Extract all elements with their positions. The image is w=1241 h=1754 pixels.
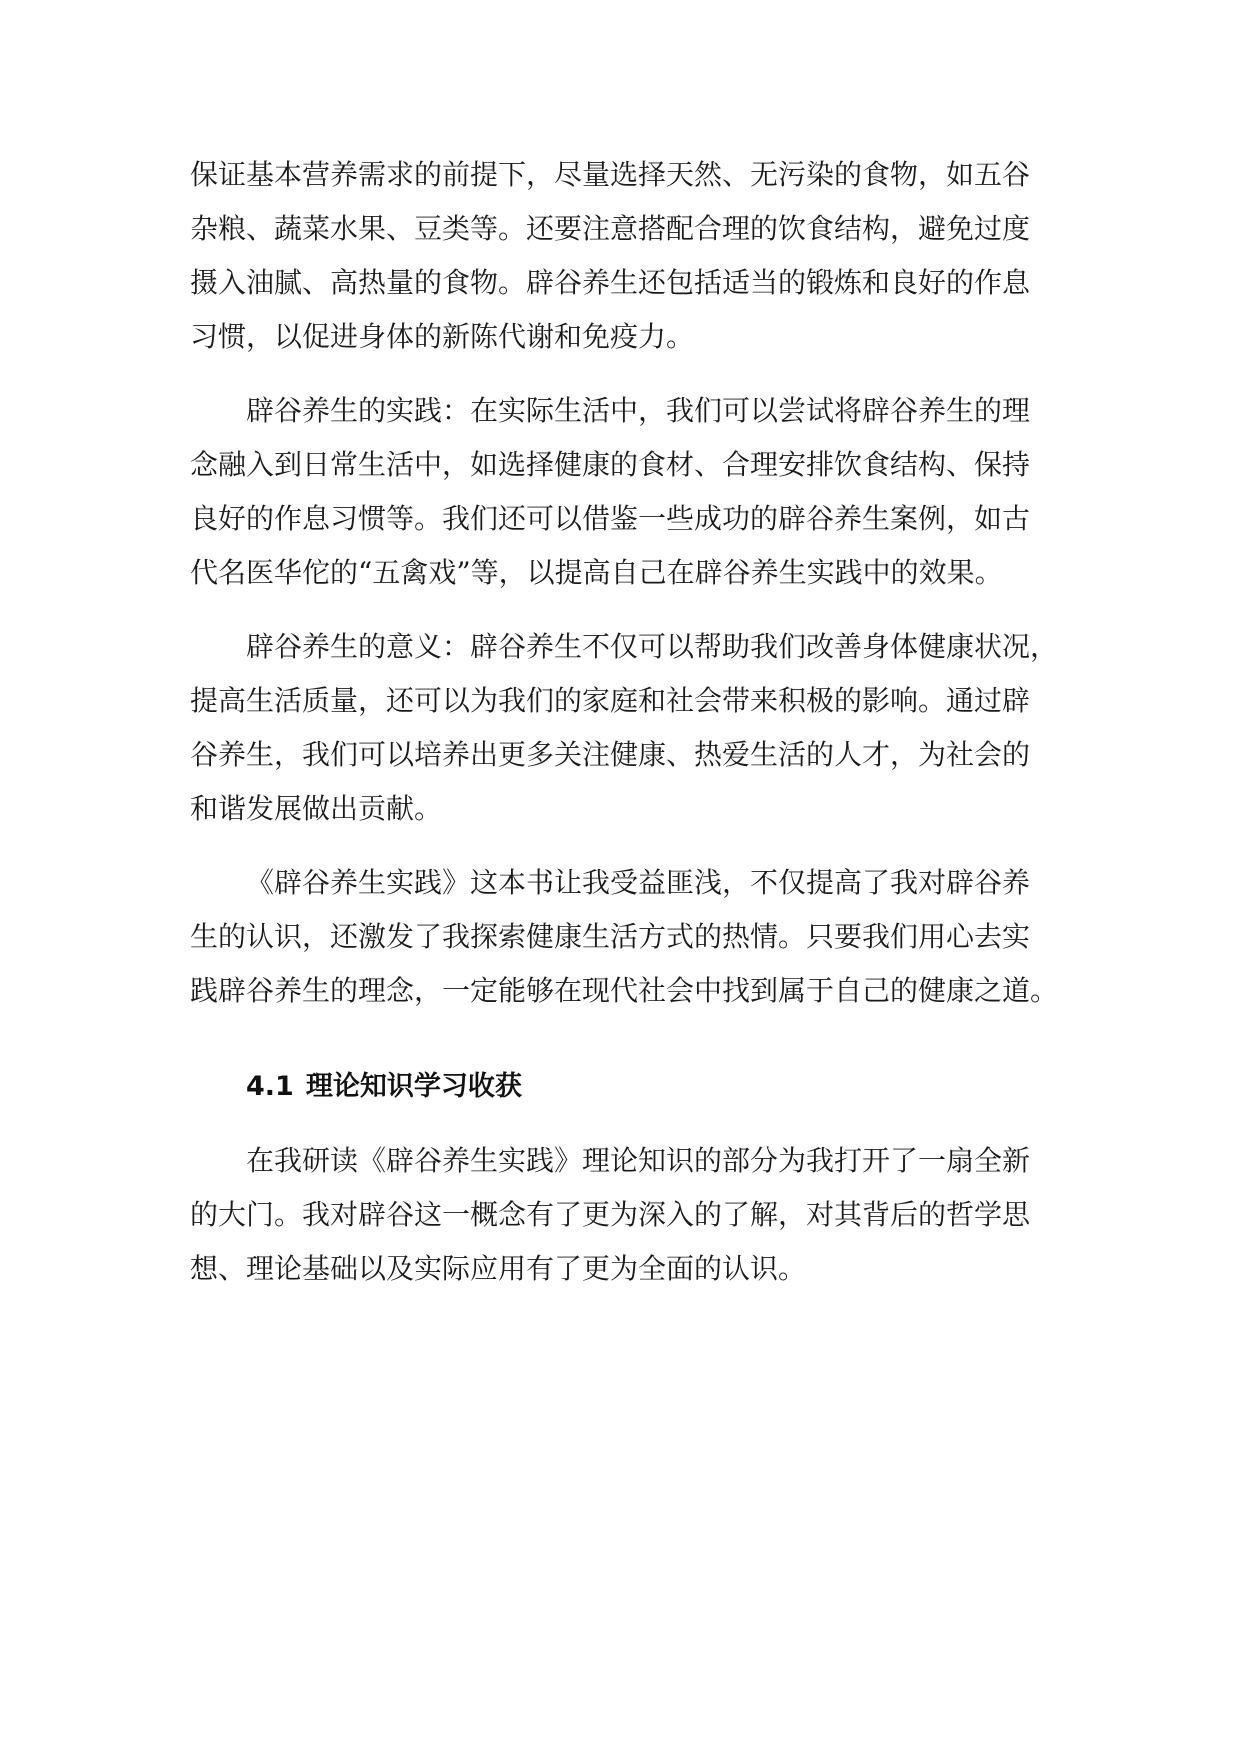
text-line: 生的认识，还激发了我探索健康生活方式的热情。只要我们用心去实 — [190, 920, 1031, 953]
text-line: 辟谷养生的意义：辟谷养生不仅可以帮助我们改善身体健康状况， — [246, 630, 1059, 663]
section-number: 4.1 — [246, 1071, 294, 1102]
text-line: 谷养生，我们可以培养出更多关注健康、热爱生活的人才，为社会的 — [190, 738, 1031, 771]
text-line: 辟谷养生的实践：在实际生活中，我们可以尝试将辟谷养生的理 — [246, 394, 1031, 427]
paragraph-significance — [190, 620, 1059, 836]
document-body — [190, 148, 1059, 1316]
text-line: 代名医华佗的“五禽戏”等，以提高自己在辟谷养生实践中的效果。 — [190, 556, 1003, 589]
paragraph-book-summary — [190, 856, 1059, 1018]
text-line: 《辟谷养生实践》这本书让我受益匪浅，不仅提高了我对辟谷养 — [246, 866, 1031, 899]
paragraph-diet — [190, 148, 1052, 364]
paragraph-practice — [190, 384, 1052, 600]
text-line: 想、理论基础以及实际应用有了更为全面的认识。 — [190, 1252, 807, 1285]
text-line: 杂粮、蔬菜水果、豆类等。还要注意搭配合理的饮食结构，避免过度 — [190, 212, 1031, 245]
text-line: 保证基本营养需求的前提下，尽量选择天然、无污染的食物，如五谷 — [190, 158, 1031, 191]
text-line: 习惯，以促进身体的新陈代谢和免疫力。 — [190, 320, 695, 353]
section-heading — [190, 1060, 1052, 1114]
text-line: 良好的作息习惯等。我们还可以借鉴一些成功的辟谷养生案例，如古 — [190, 502, 1031, 535]
section-title: 理论知识学习收获 — [305, 1071, 522, 1102]
text-line: 的大门。我对辟谷这一概念有了更为深入的了解，对其背后的哲学思 — [190, 1198, 1031, 1231]
text-line: 念融入到日常生活中，如选择健康的食材、合理安排饮食结构、保持 — [190, 448, 1031, 481]
text-line: 提高生活质量，还可以为我们的家庭和社会带来积极的影响。通过辟 — [190, 684, 1031, 717]
text-line: 摄入油腻、高热量的食物。辟谷养生还包括适当的锻炼和良好的作息 — [190, 266, 1031, 299]
paragraph-theory — [190, 1134, 1052, 1296]
text-line: 和谐发展做出贡献。 — [190, 792, 443, 825]
text-line: 践辟谷养生的理念，一定能够在现代社会中找到属于自己的健康之道。 — [190, 974, 1059, 1007]
text-line: 在我研读《辟谷养生实践》理论知识的部分为我打开了一扇全新 — [246, 1144, 1031, 1177]
